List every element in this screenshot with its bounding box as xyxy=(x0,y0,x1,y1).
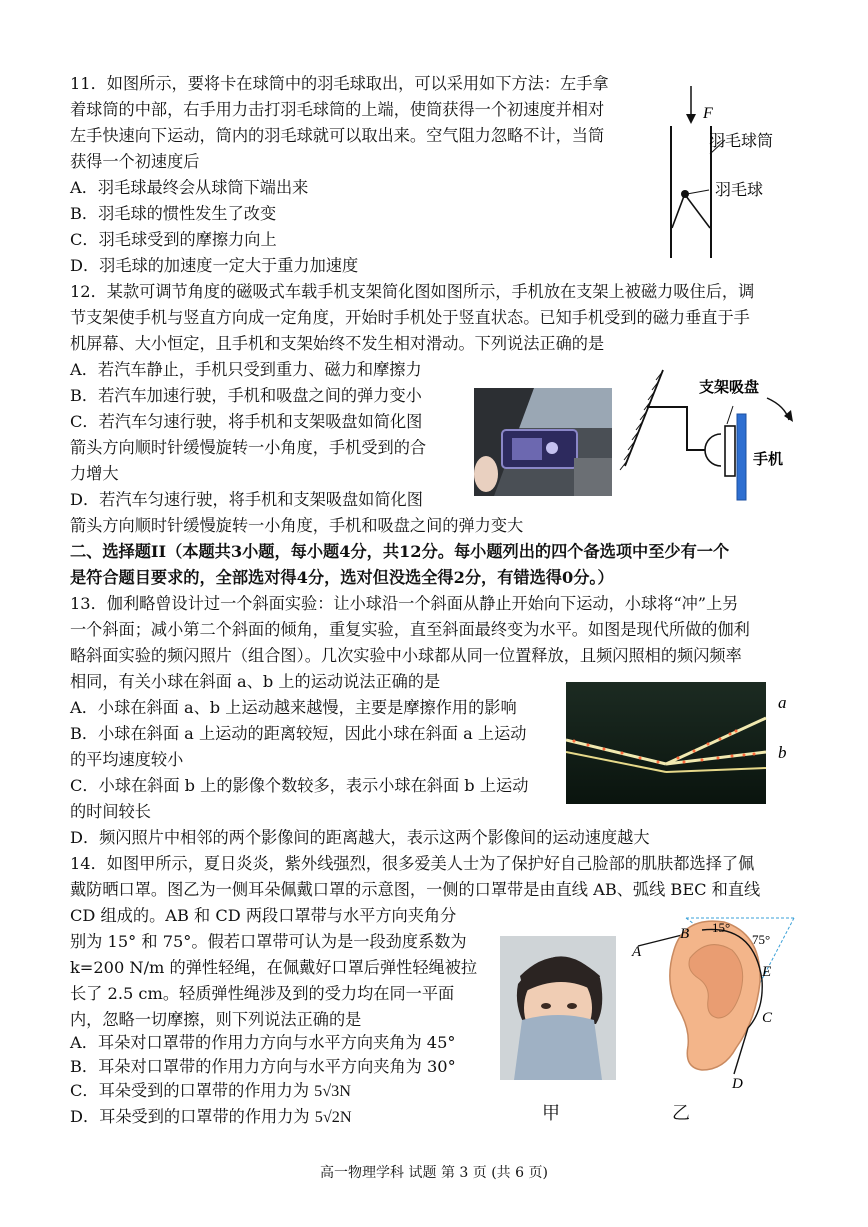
phone-label: 手机 xyxy=(753,450,784,468)
point-a: A xyxy=(632,944,642,960)
shuttle-feather-left xyxy=(672,196,684,228)
caption-yi: 乙 xyxy=(672,1103,690,1124)
force-arrow-head xyxy=(686,114,696,124)
q11-line-4: 获得一个初速度后 xyxy=(70,152,200,171)
q11-option-a: A．羽毛球最终会从球筒下端出来 xyxy=(70,178,309,197)
q13-line-3: 略斜面实验的频闪照片（组合图）。几次实验中小球都从同一位置释放，且频闪照相的频闪频率 xyxy=(70,646,742,665)
q13-line-1: 13．伽利略曾设计过一个斜面实验：让小球沿一个斜面从静止开始向下运动，小球将“冲”上另 xyxy=(70,594,739,613)
ball-leader-line xyxy=(687,190,709,194)
section2-line-2: 是符合题目要求的，全部选对得4分，选对但没选全得2分，有错选得0分。） xyxy=(70,568,614,587)
q14-line-5: k=200 N/m 的弹性轻绳，在佩戴好口罩后弹性轻绳被拉 xyxy=(70,958,478,977)
q14-option-a: A．耳朵对口罩带的作用力方向与水平方向夹角为 45° xyxy=(70,1033,456,1052)
page-footer: 高一物理学科 试题 第 3 页 (共 6 页) xyxy=(320,1165,548,1181)
point-e: E xyxy=(762,964,772,980)
phone-bar xyxy=(737,414,746,500)
q14-option-d-prefix: D．耳朵受到的口罩带的作用力为 xyxy=(70,1107,315,1126)
label-b: b xyxy=(778,743,787,762)
q14-line-1: 14．如图甲所示，夏日炎炎，紫外线强烈，很多爱美人士为了保护好自己脸部的肌肤都选择了佩 xyxy=(70,854,755,873)
q14-option-c-prefix: C．耳朵受到的口罩带的作用力为 xyxy=(70,1081,315,1100)
force-label: F xyxy=(703,105,713,122)
q12-option-c-line3: 力增大 xyxy=(70,464,119,483)
q14-photo-mask-wearer xyxy=(500,936,616,1080)
q11-option-b: B．羽毛球的惯性发生了改变 xyxy=(70,204,277,223)
q14-option-c-value: 5√3N xyxy=(314,1082,351,1100)
mount-label: 支架吸盘 xyxy=(699,378,760,396)
angle-15: 15° xyxy=(712,920,731,935)
tube-label: 羽毛球筒 xyxy=(709,131,774,150)
section2-line-1: 二、选择题II（本题共3小题，每小题4分，共12分。每小题列出的四个备选项中至少有一个 xyxy=(70,542,730,561)
q13-option-c-line1: C．小球在斜面 b 上的影像个数较多，表示小球在斜面 b 上运动 xyxy=(70,776,529,795)
angle-75: 75° xyxy=(752,932,771,947)
label-a: a xyxy=(778,693,787,712)
q12-option-b: B．若汽车加速行驶，手机和吸盘之间的弹力变小 xyxy=(70,386,422,405)
q13-option-b-line1: B．小球在斜面 a 上运动的距离较短，因此小球在斜面 a 上运动 xyxy=(70,724,527,743)
q12-option-d-line1: D．若汽车匀速行驶，将手机和支架吸盘如简化图 xyxy=(70,490,423,509)
q12-diagram-mount xyxy=(617,362,797,504)
mount-ball xyxy=(705,434,721,466)
shuttle-feather-right xyxy=(686,196,710,228)
point-c: C xyxy=(762,1010,773,1026)
q13-option-c-line2: 的时间较长 xyxy=(70,802,151,821)
q14-line-4: 别为 15° 和 75°。假若口罩带可认为是一段劲度系数为 xyxy=(70,932,467,951)
point-b: B xyxy=(680,926,690,942)
q11-line-1: 11．如图所示，要将卡在球筒中的羽毛球取出，可以采用如下方法：左手拿 xyxy=(70,74,609,93)
q12-line-1: 12．某款可调节角度的磁吸式车载手机支架简化图如图所示，手机放在支架上被磁力吸住后，调 xyxy=(70,282,755,301)
q12-line-2: 节支架使手机与竖直方向成一定角度，开始时手机处于竖直状态。已知手机受到的磁力垂直于手 xyxy=(70,308,750,327)
q12-option-d-line2: 箭头方向顺时针缓慢旋转一小角度，手机和吸盘之间的弹力变大 xyxy=(70,516,524,535)
q13-option-b-line2: 的平均速度较小 xyxy=(70,750,184,769)
q11-option-c: C．羽毛球受到的摩擦力向上 xyxy=(70,230,277,249)
q14-line-2: 戴防晒口罩。图乙为一侧耳朵佩戴口罩的示意图，一侧的口罩带是由直线 AB、弧线 BEC 和直线 xyxy=(70,880,761,899)
q13-strobe-photo xyxy=(566,682,796,804)
q11-figure-shuttlecock-tube xyxy=(655,78,790,260)
q12-line-3: 机屏幕、大小恒定，且手机和支架始终不发生相对滑动。下列说法正确的是 xyxy=(70,334,605,353)
q12-option-c-line1: C．若汽车匀速行驶，将手机和支架吸盘如简化图 xyxy=(70,412,423,431)
q13-line-2: 一个斜面；减小第二个斜面的倾角，重复实验，直至斜面最终变为水平。如图是现代所做的伽利 xyxy=(70,620,750,639)
q13-line-4: 相同，有关小球在斜面 a、b 上的运动说法正确的是 xyxy=(70,672,441,691)
q14-diagram-ear xyxy=(628,910,798,1098)
caption-jia: 甲 xyxy=(542,1103,560,1124)
q12-option-c-line2: 箭头方向顺时针缓慢旋转一小角度，手机受到的合 xyxy=(70,438,427,457)
q13-option-d: D．频闪照片中相邻的两个影像间的距离越大，表示这两个影像间的运动速度越大 xyxy=(70,828,650,847)
q14-line-6: 长了 2.5 cm。轻质弹性绳涉及到的受力均在同一平面 xyxy=(70,984,455,1003)
q11-option-d: D．羽毛球的加速度一定大于重力加速度 xyxy=(70,256,359,275)
ball-label: 羽毛球 xyxy=(715,180,764,199)
q11-line-2: 着球筒的中部，右手用力击打羽毛球筒的上端，使筒获得一个初速度并相对 xyxy=(70,100,605,119)
q14-option-d xyxy=(70,1106,352,1128)
q14-option-d-value: 5√2N xyxy=(314,1108,352,1126)
mask xyxy=(514,1015,602,1080)
q11-line-3: 左手快速向下运动，筒内的羽毛球就可以取出来。空气阻力忽略不计，当筒 xyxy=(70,126,605,145)
q12-photo-car-phone-mount xyxy=(474,388,612,496)
q13-option-a: A．小球在斜面 a、b 上运动越来越慢，主要是摩擦作用的影响 xyxy=(70,698,517,717)
q14-option-c xyxy=(70,1080,351,1102)
q14-line-7: 内，忽略一切摩擦，则下列说法正确的是 xyxy=(70,1010,362,1029)
q14-line-3: CD 组成的。AB 和 CD 两段口罩带与水平方向夹角分 xyxy=(70,906,457,925)
q14-option-b: B．耳朵对口罩带的作用力方向与水平方向夹角为 30° xyxy=(70,1057,456,1076)
point-d: D xyxy=(732,1076,743,1092)
suction-cup xyxy=(725,426,735,476)
q12-option-a: A．若汽车静止，手机只受到重力、磁力和摩擦力 xyxy=(70,360,422,379)
